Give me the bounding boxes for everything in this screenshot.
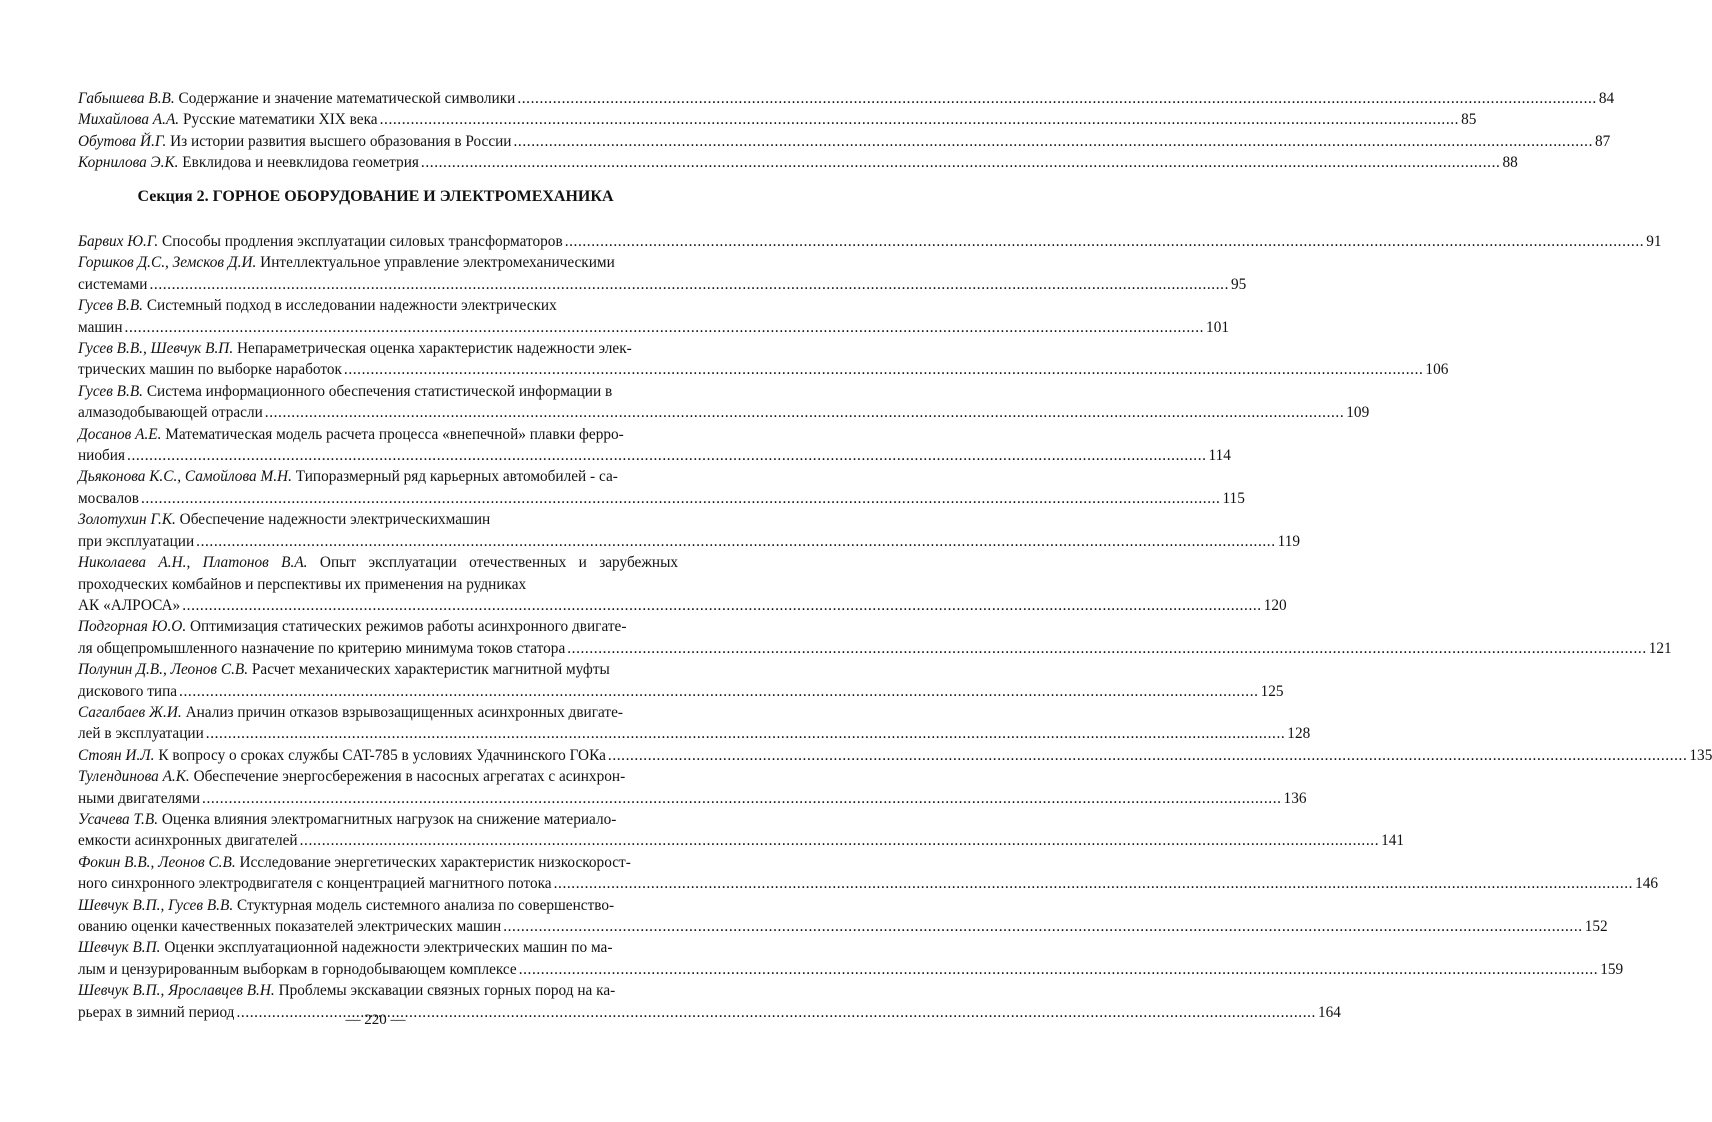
entry-title: Интеллектуальное управление электромеханическими	[260, 254, 615, 272]
leader-dots	[125, 317, 1205, 338]
entry-title: Анализ причин отказов взрывозащищенных асинхронных двигате-	[185, 703, 623, 721]
entry-page: 91	[1646, 233, 1662, 250]
entry-title-end: ованию оценки качественных показателей электрических машин	[78, 918, 502, 935]
entry-title: Математическая модель расчета процесса «внепечной» плавки ферро-	[165, 425, 624, 443]
entry-page: 119	[1277, 532, 1301, 550]
entry-title: Опыт эксплуатации отечественных и зарубежных проходческих комбайнов и перспективы их применения на рудниках	[78, 554, 679, 593]
entry-title-end: АК «АЛРОСА»	[78, 596, 181, 614]
entry-title-end: дискового типа	[78, 682, 178, 700]
leader-dots	[149, 274, 1229, 295]
entry-author: Сагалбаев Ж.И.	[78, 703, 182, 721]
entry-author: Горшков Д.С., Земсков Д.И.	[78, 254, 257, 272]
entry-title: Стуктурная модель системного анализа по совершенство-	[236, 896, 615, 914]
leader-dots	[202, 788, 1282, 809]
entry-page: 125	[1260, 682, 1284, 700]
toc-entry	[78, 659, 1284, 702]
entry-author: Подгорная Ю.О.	[78, 618, 187, 636]
entry-author: Полунин Д.В., Леонов С.В.	[78, 661, 249, 679]
toc-entry	[78, 552, 1287, 616]
entry-title: Евклидова и неевклидова геометрия	[182, 154, 419, 172]
entry-author: Михайлова А.А.	[78, 111, 180, 129]
entry-page: 106	[1425, 361, 1449, 379]
entry-title-end: алмазодобывающей отрасли	[78, 404, 263, 422]
leader-dots	[300, 830, 1380, 851]
entry-page: 114	[1208, 447, 1231, 465]
leader-dots	[503, 916, 1583, 937]
entry-title-end: мосвалов	[78, 489, 139, 507]
toc-entry	[78, 109, 1477, 130]
toc-entry	[78, 466, 1245, 509]
entry-author: Золотухин Г.К.	[78, 511, 176, 529]
entry-title-end: рьерах в зимний период	[78, 1003, 235, 1021]
toc-entry	[78, 131, 1611, 152]
entry-page: 115	[1222, 489, 1245, 507]
entry-title-end: ниобия	[78, 447, 126, 465]
entry-title: Содержание и значение математической символики	[178, 90, 516, 107]
entry-title: Система информационного обеспечения статистической информации в	[146, 382, 613, 400]
toc-entry	[78, 702, 1311, 745]
entry-title: Системный подход в исследовании надежности электрических	[146, 297, 557, 315]
entry-author: Николаева А.Н., Платонов В.А.	[78, 554, 308, 572]
leader-dots	[182, 595, 1262, 616]
leader-dots	[127, 445, 1207, 466]
toc-entry	[78, 852, 1659, 895]
entry-title: К вопросу о сроках службы CAT-785 в условиях Удачнинского ГОКа	[158, 746, 606, 764]
leader-dots	[514, 131, 1594, 152]
entry-title: Русские математики XIX века	[182, 111, 378, 129]
entry-page: 164	[1317, 1003, 1341, 1021]
entry-author: Тулендинова А.К.	[78, 768, 190, 786]
toc-entry	[78, 895, 1608, 938]
toc-entry	[78, 338, 1449, 381]
leader-dots	[141, 488, 1221, 509]
entry-author: Шевчук В.П., Гусев В.В.	[78, 896, 234, 914]
entry-title-end: ля общепромышленного назначение по критерию минимума токов статора	[78, 639, 566, 657]
entry-page: 159	[1600, 960, 1624, 978]
entry-author: Обутова Й.Г.	[78, 132, 167, 150]
toc-entry	[78, 616, 1672, 659]
entry-title-end: при эксплуатации	[78, 532, 195, 550]
entry-title-end: лей в эксплуатации	[78, 725, 204, 743]
leader-dots	[421, 152, 1501, 173]
entry-author: Гусев В.В.	[78, 297, 144, 315]
entry-page: 136	[1283, 789, 1307, 807]
entry-title: Оптимизация статических режимов работы асинхронного двигате-	[189, 618, 627, 636]
entry-title: Обеспечение надежности электрическихмашин	[179, 511, 491, 529]
entry-page: 120	[1263, 596, 1287, 614]
toc-entry	[78, 766, 1307, 809]
page-number: — 220 —	[345, 1012, 406, 1028]
entry-page: 101	[1206, 318, 1229, 336]
entry-author: Барвих Ю.Г.	[78, 233, 159, 250]
entry-page: 109	[1346, 404, 1370, 422]
entry-page: 141	[1381, 832, 1405, 850]
entry-author: Усачева Т.В.	[78, 810, 159, 828]
entry-page: 128	[1287, 725, 1311, 743]
entry-title-end: системами	[78, 275, 148, 293]
entry-page: 87	[1595, 132, 1611, 150]
entry-page: 121	[1648, 639, 1672, 657]
toc-entry	[78, 424, 1231, 467]
entry-title-end: ного синхронного электродвигателя с концентрацией магнитного потока	[78, 875, 552, 893]
entry-author: Корнилова Э.К.	[78, 154, 179, 172]
leader-dots	[265, 402, 1345, 423]
leader-dots	[179, 681, 1259, 702]
entry-title: Обеспечение энергосбережения в насосных агрегатах с асинхрон-	[193, 768, 626, 786]
toc-entry	[78, 231, 1662, 252]
toc-entry	[78, 152, 1518, 173]
leader-dots	[519, 959, 1599, 980]
entry-title: Исследование энергетических характеристик низкоскорост-	[239, 853, 631, 871]
toc-entry	[78, 88, 1615, 109]
entry-title: Типоразмерный ряд карьерных автомобилей - са-	[295, 468, 618, 486]
toc-entry	[78, 745, 1712, 766]
leader-dots	[565, 231, 1645, 252]
leader-dots	[206, 723, 1286, 744]
entry-author: Гусев В.В., Шевчук В.П.	[78, 340, 234, 358]
entry-title: Оценка влияния электромагнитных нагрузок на снижение материало-	[161, 810, 617, 828]
entry-title-end: ными двигателями	[78, 789, 201, 807]
entry-title: Способы продления эксплуатации силовых трансформаторов	[162, 233, 563, 250]
entry-page: 84	[1598, 90, 1615, 107]
leader-dots	[196, 531, 1276, 552]
section-heading: Секция 2. ГОРНОЕ ОБОРУДОВАНИЕ И ЭЛЕКТРОМЕХАНИКА	[137, 188, 614, 205]
entry-title-end: трических машин по выборке наработок	[78, 361, 342, 379]
entry-author: Фокин В.В., Леонов С.В.	[78, 853, 236, 871]
entry-page: 95	[1231, 275, 1247, 293]
section-entries	[78, 231, 1712, 1023]
entry-title: Проблемы экскавации связных горных пород на ка-	[278, 982, 616, 1000]
entry-title-end: емкости асинхронных двигателей	[78, 832, 298, 850]
toc-entry	[78, 509, 1301, 552]
entry-title: Расчет механических характеристик магнитной муфты	[251, 661, 610, 679]
leader-dots	[344, 359, 1424, 380]
entry-author: Стоян И.Л.	[78, 746, 155, 764]
entry-page: 85	[1461, 111, 1477, 129]
toc-entry	[78, 252, 1247, 295]
entry-author: Дьяконова К.С., Самойлова М.Н.	[78, 468, 292, 486]
toc-entry	[78, 809, 1405, 852]
entry-page: 152	[1584, 918, 1608, 935]
toc-entry	[78, 381, 1370, 424]
toc-entry	[78, 295, 1229, 338]
entry-page: 88	[1502, 154, 1518, 172]
toc-entry	[78, 937, 1624, 980]
entry-title: Оценки эксплуатационной надежности электрических машин по ма-	[164, 939, 613, 957]
intro-entries	[78, 88, 1615, 174]
entry-page: 135	[1689, 746, 1712, 764]
entry-author: Гусев В.В.	[78, 382, 144, 400]
entry-title-end: машин	[78, 318, 123, 336]
entry-title: Из истории развития высшего образования в России	[170, 132, 512, 150]
entry-author: Шевчук В.П., Ярославцев В.Н.	[78, 982, 275, 1000]
leader-dots	[608, 745, 1688, 766]
leader-dots	[554, 873, 1634, 894]
entry-title-end: лым и цензурированным выборкам в горнодобывающем комплексе	[78, 960, 517, 978]
entry-title: Непараметрическая оценка характеристик надежности элек-	[236, 340, 632, 358]
entry-author: Габышева В.В.	[78, 90, 175, 107]
leader-dots	[517, 88, 1597, 109]
leader-dots	[380, 109, 1460, 130]
leader-dots	[567, 638, 1647, 659]
entry-page: 146	[1635, 875, 1659, 893]
entry-author: Досанов А.Е.	[78, 425, 162, 443]
entry-author: Шевчук В.П.	[78, 939, 161, 957]
